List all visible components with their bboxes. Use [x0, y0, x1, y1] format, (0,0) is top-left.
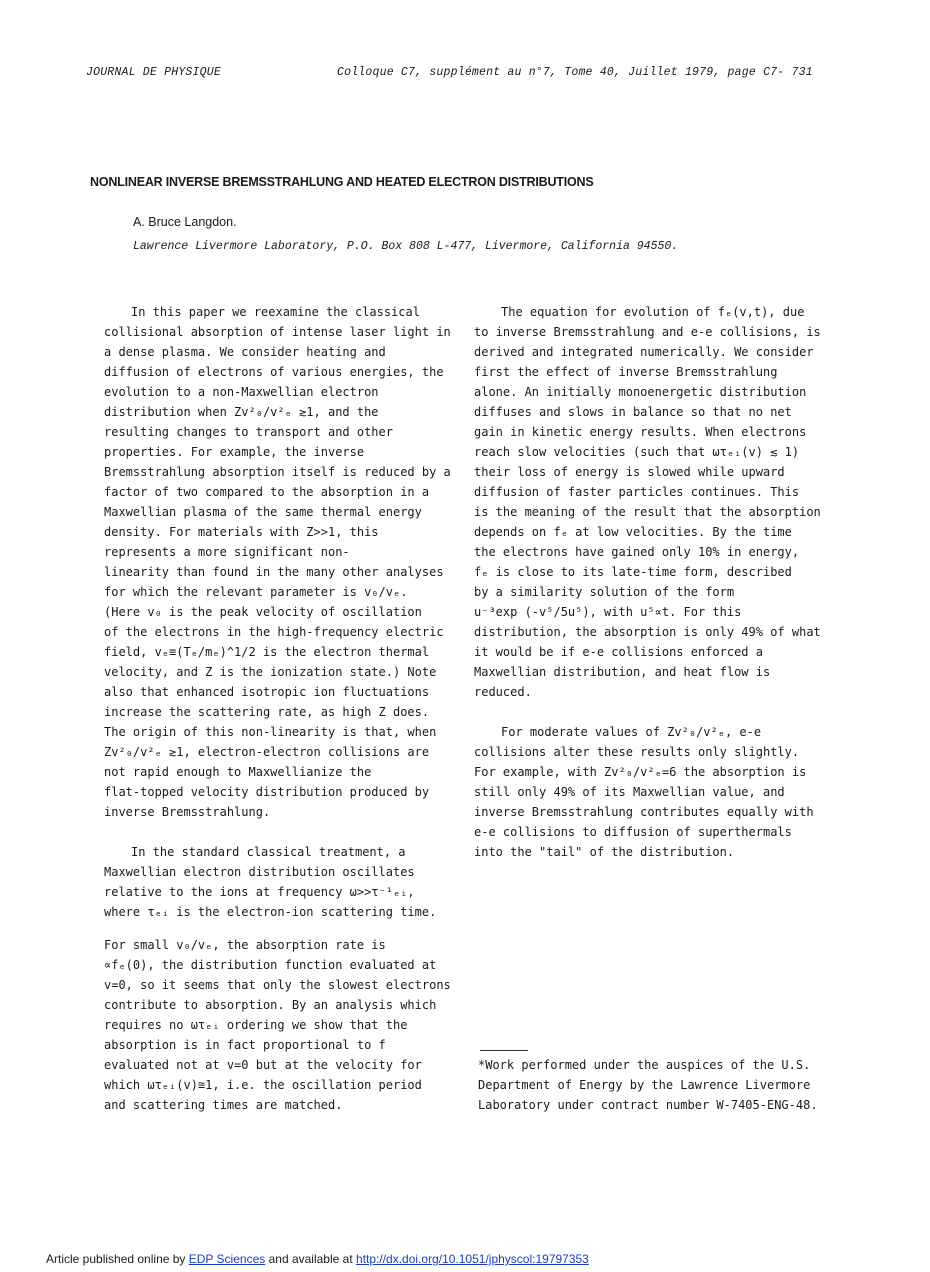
left-column-paragraph-3	[104, 935, 451, 1115]
left-column-paragraph-1	[104, 302, 451, 822]
text-line: for which the relevant parameter is v₀/vₑ.	[104, 585, 408, 599]
text-line: absorption is in fact proportional to f	[104, 1038, 386, 1052]
text-line: increase the scattering rate, as high Z does.	[104, 705, 430, 719]
text-line: contribute to absorption. By an analysis which	[104, 998, 437, 1012]
publication-notice	[46, 1252, 589, 1266]
text-line: For moderate values of Zv²₀/v²ₑ, e-e	[501, 725, 762, 739]
text-line: requires no ωτₑᵢ ordering we show that the	[104, 1018, 408, 1032]
text-line: e-e collisions to diffusion of superthermals	[474, 825, 792, 839]
left-column-paragraph-2	[104, 842, 436, 922]
text-line: Maxwellian electron distribution oscillates	[104, 865, 415, 879]
text-line: Zv²₀/v²ₑ ≳1, electron-electron collisions are	[104, 745, 430, 759]
text-line: diffuses and slows in balance so that no net	[474, 405, 792, 419]
text-line: of the electrons in the high-frequency electric	[104, 625, 444, 639]
text-line: to inverse Bremsstrahlung and e-e collisions, is	[474, 325, 821, 339]
text-line: properties. For example, the inverse	[104, 445, 365, 459]
text-line: diffusion of faster particles continues. This	[474, 485, 800, 499]
notice-prefix: Article published online by	[46, 1252, 186, 1266]
text-line: Department of Energy by the Lawrence Livermore	[478, 1078, 811, 1092]
text-line: alone. An initially monoenergetic distribution	[474, 385, 807, 399]
text-line: collisions alter these results only slightly.	[474, 745, 800, 759]
text-line: factor of two compared to the absorption in a	[104, 485, 430, 499]
text-line: still only 49% of its Maxwellian value, and	[474, 785, 785, 799]
author-affiliation: Lawrence Livermore Laboratory, P.O. Box 808 L-477, Livermore, California 94550.	[133, 240, 679, 253]
text-line: their loss of energy is slowed while upward	[474, 465, 785, 479]
notice-middle: and available at	[268, 1252, 353, 1266]
text-line: v=0, so it seems that only the slowest electrons	[104, 978, 451, 992]
text-line: evaluated not at v=0 but at the velocity for	[104, 1058, 422, 1072]
text-line: diffusion of electrons of various energies, the	[104, 365, 444, 379]
text-line: it would be if e-e collisions enforced a	[474, 645, 763, 659]
footnote	[478, 1055, 818, 1115]
text-line: inverse Bremsstrahlung.	[104, 805, 271, 819]
text-line: reduced.	[474, 685, 532, 699]
text-line: inverse Bremsstrahlung contributes equally with	[474, 805, 814, 819]
text-line: not rapid enough to Maxwellianize the	[104, 765, 372, 779]
text-line: The equation for evolution of fₑ(v,t), due	[501, 305, 805, 319]
text-line: For example, with Zv²₀/v²ₑ=6 the absorption is	[474, 765, 807, 779]
issue-citation: Colloque C7, supplément au n°7, Tome 40, Juillet 1979, page C7- 731	[337, 66, 813, 79]
text-line: *Work performed under the auspices of the U.S.	[478, 1058, 811, 1072]
text-line: density. For materials with Z>>1, this	[104, 525, 379, 539]
text-line: depends on fₑ at low velocities. By the time	[474, 525, 792, 539]
text-line: which ωτₑᵢ(v)≅1, i.e. the oscillation period	[104, 1078, 422, 1092]
text-line: where τₑᵢ is the electron-ion scattering time.	[104, 905, 437, 919]
text-line: For small v₀/vₑ, the absorption rate is	[104, 938, 386, 952]
text-line: is the meaning of the result that the absorption	[474, 505, 821, 519]
text-line: (Here v₀ is the peak velocity of oscillation	[104, 605, 422, 619]
text-line: the electrons have gained only 10% in energy,	[474, 545, 800, 559]
text-line: The origin of this non-linearity is that, when	[104, 725, 437, 739]
text-line: gain in kinetic energy results. When electrons	[474, 425, 807, 439]
text-line: reach slow velocities (such that ωτₑᵢ(v) ≲ 1)	[474, 445, 800, 459]
text-line: ∝fₑ(0), the distribution function evaluated at	[104, 958, 437, 972]
text-line: In the standard classical treatment, a	[131, 845, 406, 859]
text-line: a dense plasma. We consider heating and	[104, 345, 386, 359]
text-line: and scattering times are matched.	[104, 1098, 343, 1112]
footnote-divider	[480, 1050, 528, 1051]
text-line: field, vₑ≡(Tₑ/mₑ)^1/2 is the electron thermal	[104, 645, 430, 659]
text-line: distribution, the absorption is only 49% of what	[474, 625, 821, 639]
text-line: resulting changes to transport and other	[104, 425, 393, 439]
text-line: Maxwellian distribution, and heat flow is	[474, 665, 771, 679]
text-line: linearity than found in the many other analyses	[104, 565, 444, 579]
text-line: represents a more significant non-	[104, 545, 350, 559]
publisher-link[interactable]: EDP Sciences	[188, 1252, 266, 1266]
journal-name: JOURNAL DE PHYSIQUE	[86, 66, 221, 79]
author-name: A. Bruce Langdon.	[133, 215, 237, 229]
text-line: relative to the ions at frequency ω>>τ⁻¹ₑᵢ,	[104, 885, 415, 899]
text-line: Bremsstrahlung absorption itself is reduced by a	[104, 465, 451, 479]
text-line: first the effect of inverse Bremsstrahlung	[474, 365, 778, 379]
text-line: distribution when Zv²₀/v²ₑ ≳1, and the	[104, 405, 379, 419]
text-line: derived and integrated numerically. We consider	[474, 345, 814, 359]
text-line: u⁻³exp (-v⁵/5u⁵), with u⁵∝t. For this	[474, 605, 742, 619]
text-line: also that enhanced isotropic ion fluctuations	[104, 685, 430, 699]
text-line: velocity, and Z is the ionization state.) Note	[104, 665, 437, 679]
text-line: by a similarity solution of the form	[474, 585, 735, 599]
text-line: Maxwellian plasma of the same thermal energy	[104, 505, 422, 519]
text-line: fₑ is close to its late-time form, described	[474, 565, 792, 579]
text-line: Laboratory under contract number W-7405-ENG-48.	[478, 1098, 818, 1112]
text-line: into the "tail" of the distribution.	[474, 845, 735, 859]
paper-title: NONLINEAR INVERSE BREMSSTRAHLUNG AND HEATED ELECTRON DISTRIBUTIONS	[90, 175, 594, 189]
text-line: evolution to a non-Maxwellian electron	[104, 385, 379, 399]
right-column-paragraph-1	[474, 302, 821, 702]
text-line: In this paper we reexamine the classical	[131, 305, 420, 319]
doi-link[interactable]: http://dx.doi.org/10.1051/jphyscol:19797353	[356, 1252, 589, 1266]
right-column-paragraph-2	[474, 722, 814, 862]
text-line: collisional absorption of intense laser light in	[104, 325, 451, 339]
text-line: flat-topped velocity distribution produced by	[104, 785, 430, 799]
